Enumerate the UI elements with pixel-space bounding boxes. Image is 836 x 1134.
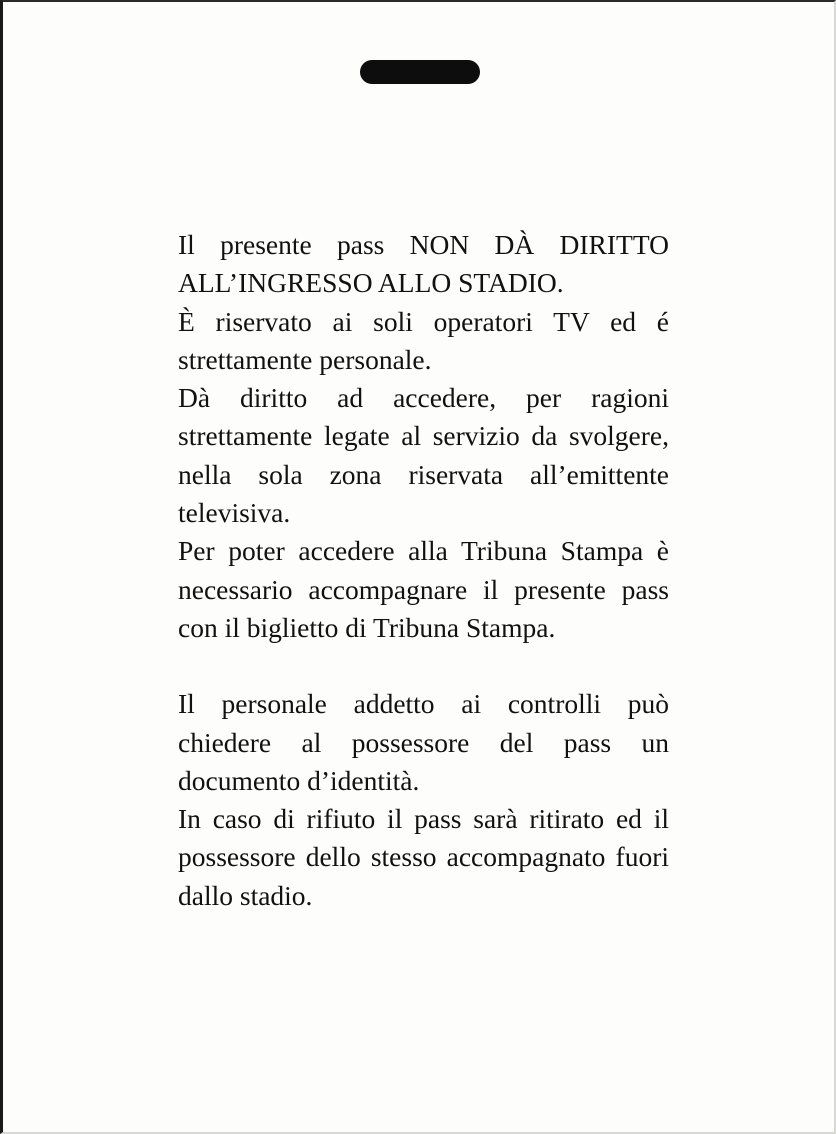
terms-paragraph-access-zone: Dà diritto ad accedere, per ragioni strettamente legate al servizio da svolgere, nella sola zona riservata all’emittente televisiva. <box>178 382 669 529</box>
terms-paragraph-id-check: Il personale addetto ai controlli può chiedere al possessore del pass un documento d’identità. <box>178 688 669 796</box>
paragraph-spacer <box>178 647 669 685</box>
terms-paragraph-tv-operators: È riservato ai soli operatori TV ed é strettamente personale. <box>178 305 669 375</box>
terms-paragraph-press-box: Per poter accedere alla Tribuna Stampa è necessario accompagnare il presente pass con il biglietto di Tribuna Stampa. <box>178 535 669 643</box>
lanyard-slot-hole <box>360 60 480 84</box>
pass-terms-text <box>178 226 669 915</box>
terms-paragraph-no-entry: Il presente pass NON DÀ DIRITTO ALL’INGRESSO ALLO STADIO. <box>178 229 669 299</box>
terms-paragraph-refusal: In caso di rifiuto il pass sarà ritirato ed il possessore dello stesso accompagnato fuori dallo stadio. <box>178 803 669 911</box>
